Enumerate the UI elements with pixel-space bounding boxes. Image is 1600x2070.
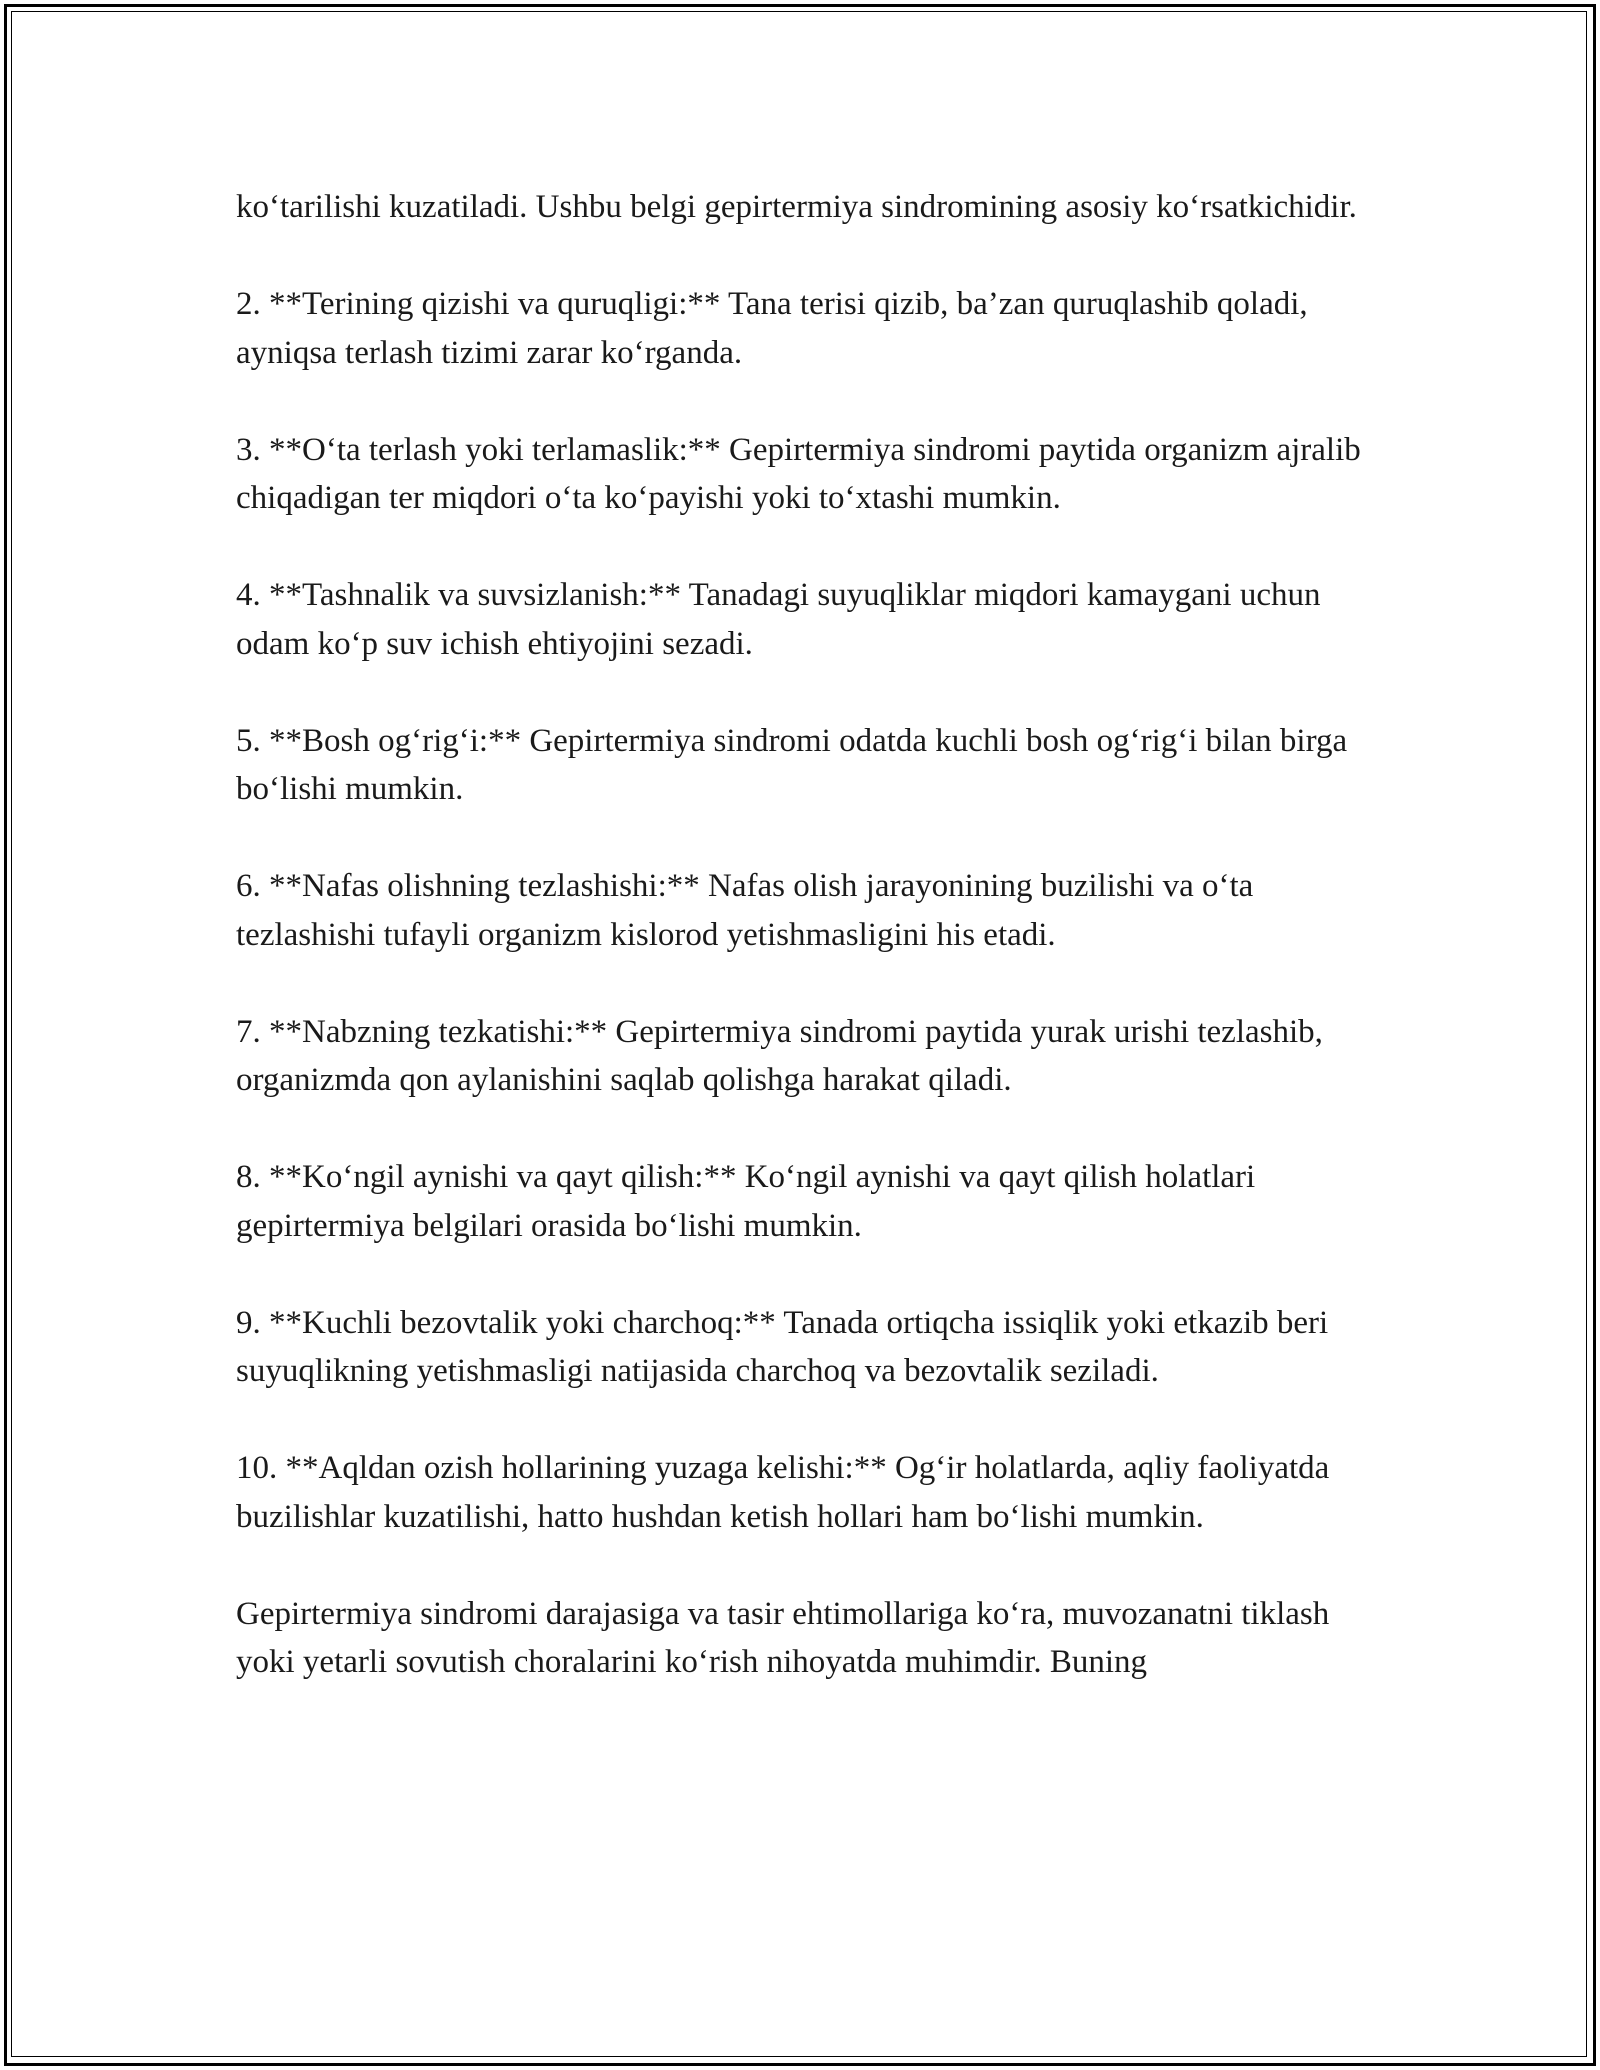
paragraph-continuation: ko‘tarilishi kuzatiladi. Ushbu belgi gepirtermiya sindromining asosiy ko‘rsatkichidir. <box>236 189 1357 225</box>
list-item-6: 6. **Nafas olishning tezlashishi:** Nafas olish jarayonining buzilishi va o‘ta tezlashishi tufayli organizm kislorod yetishmasligini his etadi. <box>236 868 1254 953</box>
list-item-2: 2. **Terining qizishi va quruqligi:** Tana terisi qizib, ba’zan quruqlashib qoladi, ayniqsa terlash tizimi zarar ko‘rganda. <box>236 286 1308 371</box>
list-item-7: 7. **Nabzning tezkatishi:** Gepirtermiya sindromi paytida yurak urishi tezlashib, organizmda qon aylanishini saqlab qolishga harakat qiladi. <box>236 1013 1323 1098</box>
paragraph-conclusion: Gepirtermiya sindromi darajasiga va tasir ehtimollariga ko‘ra, muvozanatni tiklash yoki yetarli sovutish choralarini ko‘rish nihoyatda muhimdir. Buning <box>236 1595 1330 1680</box>
list-item-9: 9. **Kuchli bezovtalik yoki charchoq:** Tanada ortiqcha issiqlik yoki etkazib beri suyuqlikning yetishmasligi natijasida charchoq va bezovtalik seziladi. <box>236 1304 1329 1389</box>
document-body <box>236 183 1376 1687</box>
list-item-5: 5. **Bosh og‘rig‘i:** Gepirtermiya sindromi odatda kuchli bosh og‘rig‘i bilan birga bo‘lishi mumkin. <box>236 722 1348 807</box>
list-item-3: 3. **O‘ta terlash yoki terlamaslik:** Gepirtermiya sindromi paytida organizm ajralib chiqadigan ter miqdori o‘ta ko‘payishi yoki to‘xtashi mumkin. <box>236 431 1361 516</box>
list-item-8: 8. **Ko‘ngil aynishi va qayt qilish:** Ko‘ngil aynishi va qayt qilish holatlari gepirtermiya belgilari orasida bo‘lishi mumkin. <box>236 1159 1256 1244</box>
list-item-10: 10. **Aqldan ozish hollarining yuzaga kelishi:** Og‘ir holatlarda, aqliy faoliyatda buzilishlar kuzatilishi, hatto hushdan ketish hollari ham bo‘lishi mumkin. <box>236 1450 1330 1535</box>
list-item-4: 4. **Tashnalik va suvsizlanish:** Tanadagi suyuqliklar miqdori kamaygani uchun odam ko‘p suv ichish ehtiyojini sezadi. <box>236 577 1321 662</box>
